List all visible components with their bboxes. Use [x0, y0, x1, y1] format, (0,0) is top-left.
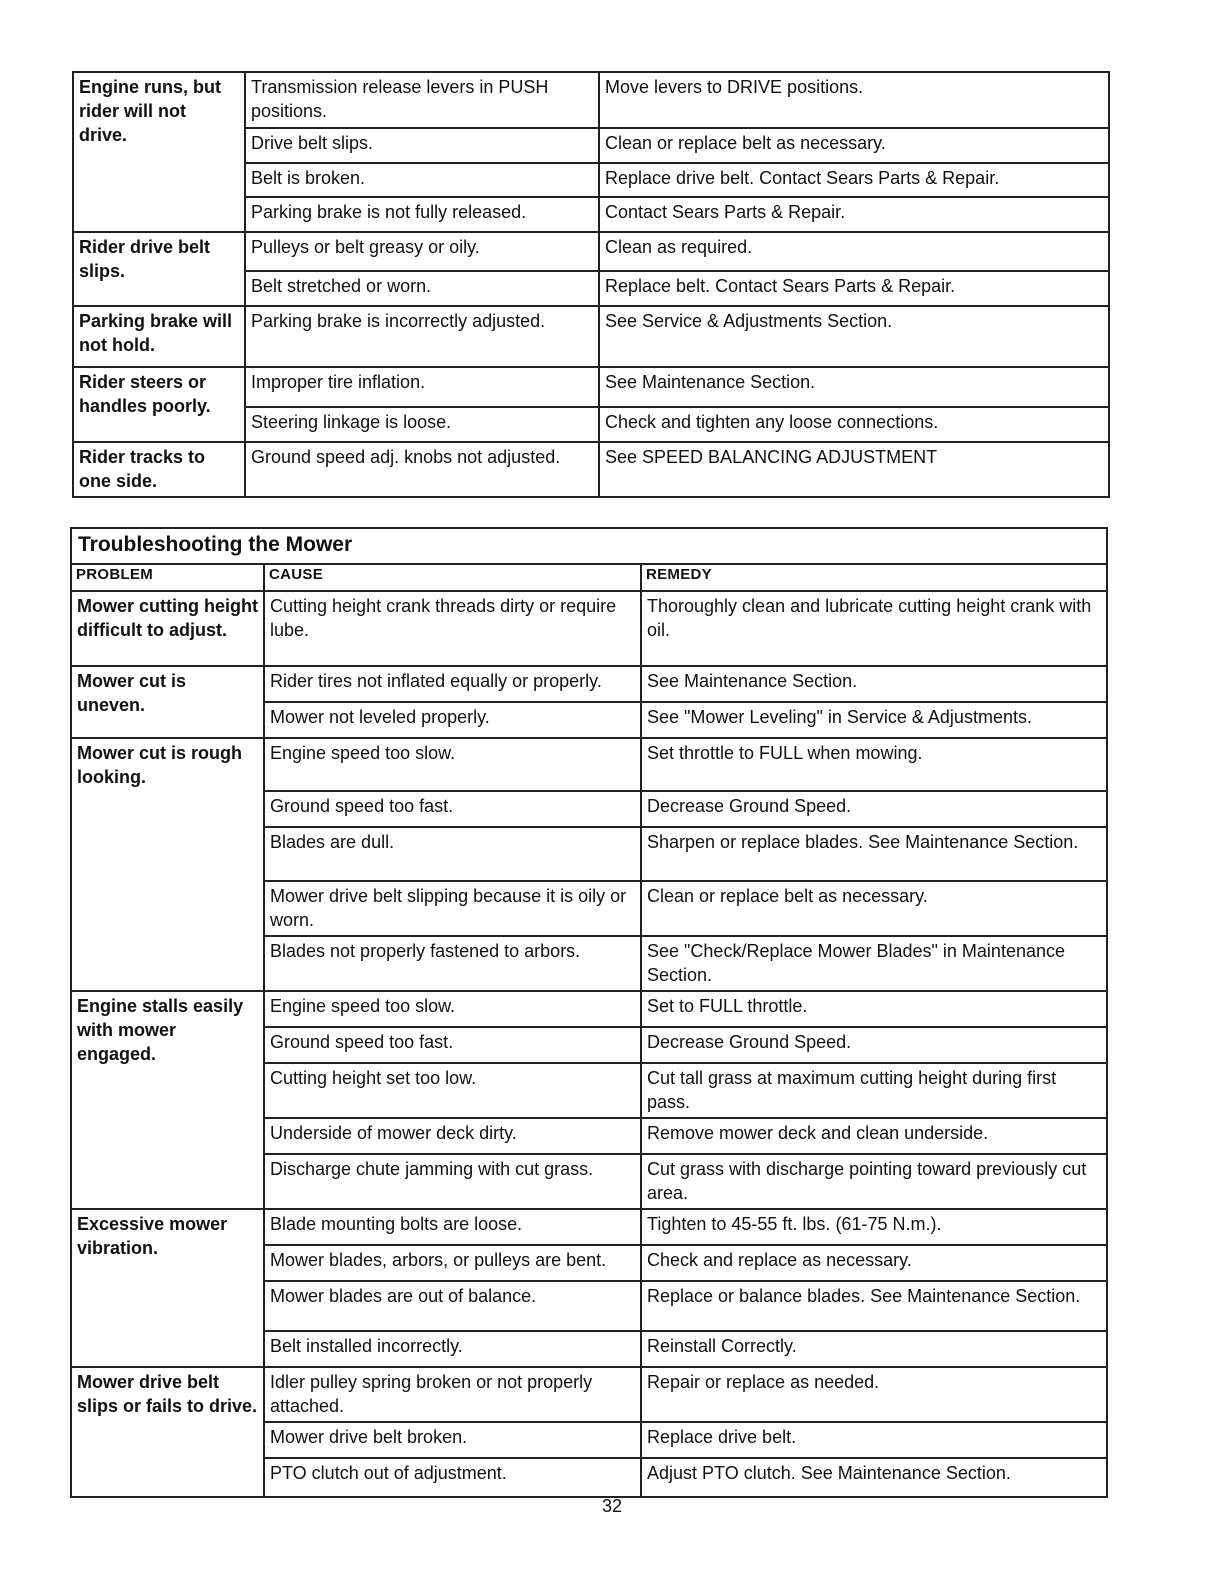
remedy-cell: Replace or balance blades. See Maintenance Section. [641, 1281, 1107, 1331]
remedy-cell: See Service & Adjustments Section. [599, 306, 1109, 367]
cause-cell: Improper tire inflation. [245, 367, 599, 407]
remedy-cell: Cut tall grass at maximum cutting height during first pass. [641, 1063, 1107, 1118]
cause-cell: Belt stretched or worn. [245, 271, 599, 306]
cause-cell: Underside of mower deck dirty. [264, 1118, 641, 1154]
table-row [73, 442, 1109, 497]
cause-cell: Parking brake is incorrectly adjusted. [245, 306, 599, 367]
remedy-cell: Thoroughly clean and lubricate cutting height crank with oil. [641, 591, 1107, 666]
header-problem: PROBLEM [71, 564, 264, 591]
problem-cell: Rider steers or handles poorly. [73, 367, 245, 442]
problem-cell: Rider drive belt slips. [73, 232, 245, 306]
remedy-cell: Replace belt. Contact Sears Parts & Repair. [599, 271, 1109, 306]
cause-cell: Ground speed adj. knobs not adjusted. [245, 442, 599, 497]
problem-cell: Mower drive belt slips or fails to drive. [71, 1367, 264, 1497]
mower-troubleshooting-table [70, 527, 1108, 1498]
cause-cell: Steering linkage is loose. [245, 407, 599, 442]
remedy-cell: Sharpen or replace blades. See Maintenance Section. [641, 827, 1107, 881]
header-cause: CAUSE [264, 564, 641, 591]
cause-cell: Ground speed too fast. [264, 1027, 641, 1063]
table-row [71, 666, 1107, 702]
remedy-cell: Reinstall Correctly. [641, 1331, 1107, 1367]
table-title-row [71, 528, 1107, 564]
table-row [73, 232, 1109, 271]
remedy-cell: Set to FULL throttle. [641, 991, 1107, 1027]
cause-cell: Mower drive belt slipping because it is oily or worn. [264, 881, 641, 936]
remedy-cell: Set throttle to FULL when mowing. [641, 738, 1107, 791]
cause-cell: Belt installed incorrectly. [264, 1331, 641, 1367]
cause-cell: Mower blades, arbors, or pulleys are bent. [264, 1245, 641, 1281]
rider-troubleshooting-table [72, 71, 1110, 498]
cause-cell: Engine speed too slow. [264, 738, 641, 791]
cause-cell: Blade mounting bolts are loose. [264, 1209, 641, 1245]
remedy-cell: Contact Sears Parts & Repair. [599, 197, 1109, 232]
cause-cell: Discharge chute jamming with cut grass. [264, 1154, 641, 1209]
problem-cell: Rider tracks to one side. [73, 442, 245, 497]
page-number: 32 [601, 1496, 623, 1516]
remedy-cell: Replace drive belt. [641, 1422, 1107, 1458]
remedy-cell: Decrease Ground Speed. [641, 1027, 1107, 1063]
table-row [71, 1367, 1107, 1422]
remedy-cell: Adjust PTO clutch. See Maintenance Section. [641, 1458, 1107, 1497]
remedy-cell: Clean or replace belt as necessary. [641, 881, 1107, 936]
table-row [73, 306, 1109, 367]
problem-cell: Mower cut is uneven. [71, 666, 264, 738]
cause-cell: Ground speed too fast. [264, 791, 641, 827]
table-row [71, 738, 1107, 791]
cause-cell: PTO clutch out of adjustment. [264, 1458, 641, 1497]
remedy-cell: See "Check/Replace Mower Blades" in Maintenance Section. [641, 936, 1107, 991]
section-title: Troubleshooting the Mower [71, 528, 1107, 564]
cause-cell: Cutting height crank threads dirty or require lube. [264, 591, 641, 666]
table-row [71, 591, 1107, 666]
remedy-cell: See Maintenance Section. [641, 666, 1107, 702]
remedy-cell: Clean as required. [599, 232, 1109, 271]
cause-cell: Pulleys or belt greasy or oily. [245, 232, 599, 271]
cause-cell: Transmission release levers in PUSH positions. [245, 72, 599, 128]
problem-cell: Excessive mower vibration. [71, 1209, 264, 1367]
header-remedy: REMEDY [641, 564, 1107, 591]
remedy-cell: Check and tighten any loose connections. [599, 407, 1109, 442]
table-row [71, 991, 1107, 1027]
remedy-cell: Check and replace as necessary. [641, 1245, 1107, 1281]
cause-cell: Engine speed too slow. [264, 991, 641, 1027]
problem-cell: Parking brake will not hold. [73, 306, 245, 367]
cause-cell: Cutting height set too low. [264, 1063, 641, 1118]
table-row [73, 72, 1109, 128]
table-row [73, 367, 1109, 407]
cause-cell: Belt is broken. [245, 163, 599, 197]
remedy-cell: Repair or replace as needed. [641, 1367, 1107, 1422]
table-header-row [71, 564, 1107, 591]
cause-cell: Drive belt slips. [245, 128, 599, 163]
cause-cell: Blades are dull. [264, 827, 641, 881]
cause-cell: Blades not properly fastened to arbors. [264, 936, 641, 991]
cause-cell: Rider tires not inflated equally or properly. [264, 666, 641, 702]
cause-cell: Mower drive belt broken. [264, 1422, 641, 1458]
cause-cell: Mower not leveled properly. [264, 702, 641, 738]
remedy-cell: Remove mower deck and clean underside. [641, 1118, 1107, 1154]
problem-cell: Engine stalls easily with mower engaged. [71, 991, 264, 1209]
table-row [71, 1209, 1107, 1245]
problem-cell: Mower cut is rough looking. [71, 738, 264, 991]
remedy-cell: Tighten to 45-55 ft. lbs. (61-75 N.m.). [641, 1209, 1107, 1245]
cause-cell: Parking brake is not fully released. [245, 197, 599, 232]
problem-cell: Engine runs, but rider will not drive. [73, 72, 245, 232]
problem-cell: Mower cutting height difficult to adjust. [71, 591, 264, 666]
remedy-cell: Move levers to DRIVE positions. [599, 72, 1109, 128]
remedy-cell: Replace drive belt. Contact Sears Parts & Repair. [599, 163, 1109, 197]
remedy-cell: Clean or replace belt as necessary. [599, 128, 1109, 163]
remedy-cell: See "Mower Leveling" in Service & Adjustments. [641, 702, 1107, 738]
remedy-cell: Decrease Ground Speed. [641, 791, 1107, 827]
remedy-cell: See Maintenance Section. [599, 367, 1109, 407]
remedy-cell: See SPEED BALANCING ADJUSTMENT [599, 442, 1109, 497]
cause-cell: Idler pulley spring broken or not properly attached. [264, 1367, 641, 1422]
cause-cell: Mower blades are out of balance. [264, 1281, 641, 1331]
remedy-cell: Cut grass with discharge pointing toward previously cut area. [641, 1154, 1107, 1209]
